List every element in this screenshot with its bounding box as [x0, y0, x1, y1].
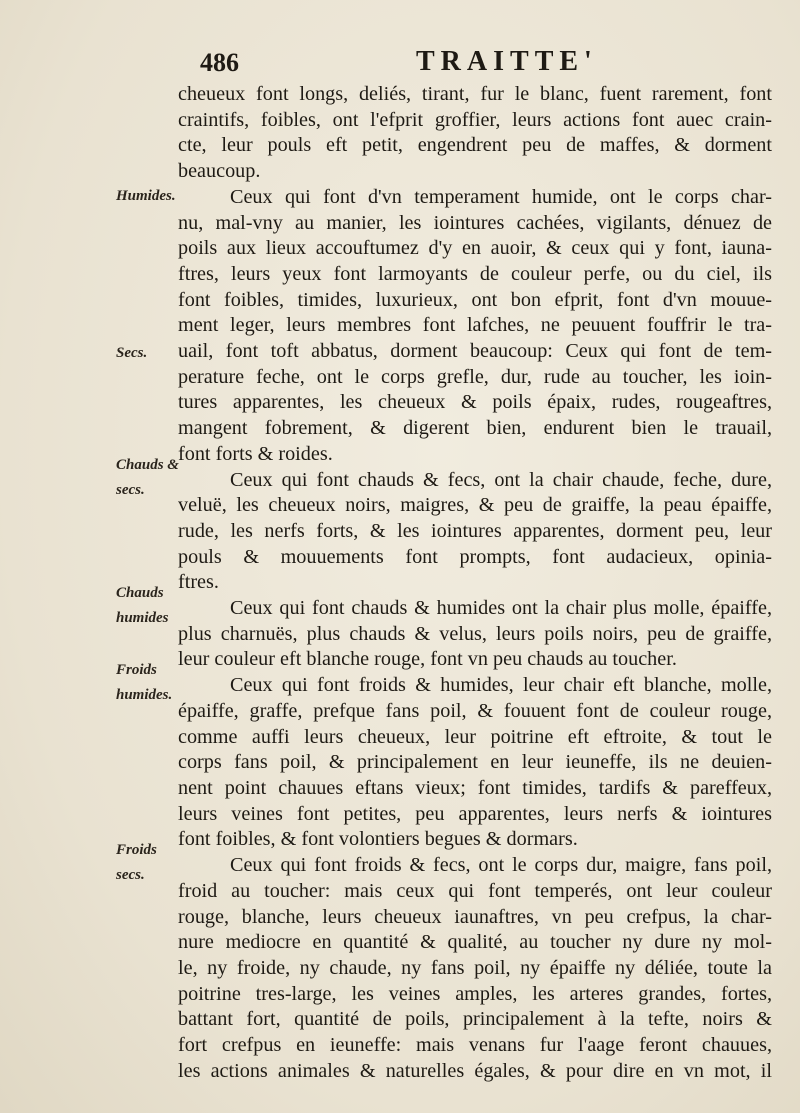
- text-line: pouls & mouuements font prompts, font audacieux, opinia-: [178, 545, 772, 568]
- text-line: poils aux lieux accouftumez d'y en auoir, & ceux qui y font, iauna-: [178, 237, 772, 260]
- text-line: Ceux qui font chauds & humides ont la chair plus molle, épaiffe,: [230, 597, 772, 620]
- text-line: perature feche, ont le corps grefle, dur, rude au toucher, les ioin-: [178, 365, 772, 388]
- margin-note-chauds-secs-2: secs.: [116, 482, 145, 498]
- page-header: [200, 44, 760, 84]
- text-line: mangent fobrement, & digerent bien, endurent bien le trauail,: [178, 417, 772, 440]
- text-line: ment leger, leurs membres font lafches, ne peuuent fouffrir le tra-: [178, 314, 772, 337]
- margin-note-secs: Secs.: [116, 345, 148, 361]
- margin-note-froids-secs-1: Froids: [116, 842, 157, 858]
- text-line: nu, mal-vny au manier, les iointures cachées, vigilants, dénuez de: [178, 211, 772, 234]
- margin-note-chauds-humides-2: humides: [116, 610, 169, 626]
- running-title: TRAITTE': [416, 46, 598, 77]
- text-line: les actions animales & naturelles égales, & pour dire en vn mot, il: [178, 1059, 772, 1082]
- text-line: rude, les nerfs forts, & les iointures apparentes, dorment peu, leur: [178, 519, 772, 542]
- text-line: Ceux qui font chauds & fecs, ont la chair chaude, feche, dure,: [230, 468, 772, 491]
- text-line: font forts & roides.: [178, 442, 333, 465]
- text-line: cheueux font longs, deliés, tirant, fur le blanc, fuent rarement, font: [178, 83, 772, 105]
- text-line: font foibles, timides, luxurieux, ont bon efprit, font d'vn mouue-: [178, 288, 772, 311]
- text-line: corps fans poil, & principalement en leur ieuneffe, ils ne deuien-: [178, 751, 772, 774]
- margin-note-froids-humides-1: Froids: [116, 662, 157, 678]
- text-line: ftres.: [178, 571, 219, 594]
- text-line: leur couleur eft blanche rouge, font vn peu chauds au toucher.: [178, 648, 677, 671]
- margin-note-froids-secs-2: secs.: [116, 867, 145, 883]
- text-line: nent point chauues eftans vieux; font timides, tardifs & pareffeux,: [178, 776, 772, 799]
- text-line: plus charnuës, plus chauds & velus, leurs poils noirs, peu de graiffe,: [178, 622, 772, 645]
- text-line: leurs veines font petites, peu apparentes, leurs nerfs & iointures: [178, 802, 772, 825]
- text-line: Ceux qui font froids & humides, leur chair eft blanche, molle,: [230, 674, 772, 697]
- text-line: veluë, les cheueux noirs, maigres, & peu de graiffe, la peau épaiffe,: [178, 494, 772, 517]
- text-line: beaucoup.: [178, 160, 261, 183]
- text-line: ftres, leurs yeux font larmoyants de couleur perfe, ou du ciel, ils: [178, 262, 772, 285]
- text-line: tures apparentes, les cheueux & poils épaix, rudes, rougeaftres,: [178, 391, 772, 414]
- text-line: rouge, blanche, leurs cheueux iaunaftres, vn peu crefpus, la char-: [178, 905, 772, 928]
- text-line: battant fort, quantité de poils, principalement à la tefte, noirs &: [178, 1008, 772, 1031]
- text-line: épaiffe, graffe, prefque fans poil, & fouuent font de couleur rouge,: [178, 699, 772, 722]
- text-line: poitrine tres-large, les veines amples, les arteres grandes, fortes,: [178, 982, 772, 1005]
- margin-note-froids-humides-2: humides.: [116, 687, 173, 703]
- margin-note-chauds-secs-1: Chauds &: [116, 457, 179, 473]
- text-line: froid au toucher: mais ceux qui font temperés, ont leur couleur: [178, 879, 772, 902]
- text-line: nure mediocre en quantité & qualité, au toucher ny dure ny mol-: [178, 931, 772, 954]
- margin-note-humides: Humides.: [116, 188, 176, 204]
- page-number: 486: [200, 48, 239, 77]
- text-line: uail, font toft abbatus, dorment beaucoup: Ceux qui font de tem-: [178, 340, 772, 363]
- text-line: Ceux qui font froids & fecs, ont le corps dur, maigre, fans poil,: [230, 854, 772, 877]
- text-line: fort crefpus en ieuneffe: mais venans fur l'aage feront chauues,: [178, 1034, 772, 1057]
- text-line: Ceux qui font d'vn temperament humide, ont le corps char-: [230, 185, 772, 208]
- margin-note-chauds-humides-1: Chauds: [116, 585, 164, 601]
- body-text: [178, 82, 772, 1084]
- text-line: craintifs, foibles, ont l'efprit groffier, leurs actions font auec crain-: [178, 108, 772, 131]
- text-line: comme auffi leurs cheueux, leur poitrine eft eftroite, & tout le: [178, 725, 772, 748]
- text-line: le, ny froide, ny chaude, ny fans poil, ny épaiffe ny déliée, toute la: [178, 956, 772, 979]
- text-line: font foibles, & font volontiers begues & dormars.: [178, 828, 578, 851]
- text-line: cte, leur pouls eft petit, engendrent peu de maffes, & dorment: [178, 134, 772, 157]
